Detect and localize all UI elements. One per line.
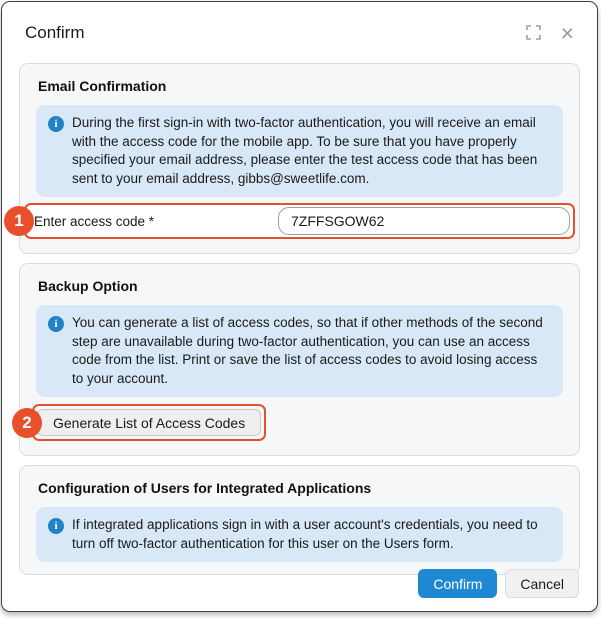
dialog-header: [19, 2, 580, 63]
info-icon: i: [48, 518, 64, 534]
dialog-title: Confirm: [25, 22, 85, 42]
fullscreen-icon: [526, 25, 541, 40]
access-code-annotation-callout: [14, 203, 575, 239]
integrated-applications-card: [19, 465, 580, 575]
backup-option-info-text: You can generate a list of access codes, so that if other methods of the second step are unavailable during two-factor authentication, you can use an access code from the list. Print or save the list of access codes to avoid losing access to your account.: [72, 315, 543, 386]
integrated-applications-info-box: [36, 507, 563, 562]
annotation-badge-1: 1: [4, 206, 34, 236]
generate-annotation-callout: [22, 404, 266, 441]
email-confirmation-heading: Email Confirmation: [38, 78, 167, 94]
access-code-input[interactable]: [278, 207, 570, 235]
info-icon: i: [48, 316, 64, 332]
backup-option-heading: Backup Option: [38, 278, 138, 294]
close-icon: ×: [560, 19, 574, 46]
integrated-applications-info-text: If integrated applications sign in with a user account's credentials, you need to turn off two-factor authentication for this user on the Users form.: [72, 517, 538, 551]
backup-option-card: [19, 263, 580, 456]
integrated-applications-heading: Configuration of Users for Integrated Applications: [38, 480, 372, 496]
header-icons: [524, 19, 580, 46]
email-confirmation-card: [14, 63, 580, 254]
backup-option-info-box: [36, 305, 563, 397]
info-icon: i: [48, 116, 64, 132]
dialog-footer: [418, 569, 579, 598]
confirm-dialog: [1, 1, 598, 612]
cancel-button[interactable]: Cancel: [505, 569, 579, 598]
email-confirmation-info-box: [36, 105, 563, 197]
email-confirmation-info-text: During the first sign-in with two-factor authentication, you will receive an email with the access code for the mobile app. To be sure that you have properly specified your email address, please enter the test access code that has been sent to your email address, gibbs@sweetlife.com.: [72, 115, 538, 186]
generate-access-codes-button[interactable]: Generate List of Access Codes: [37, 409, 261, 436]
close-button[interactable]: [559, 19, 576, 46]
fullscreen-button[interactable]: [524, 23, 543, 42]
confirm-button[interactable]: Confirm: [418, 569, 497, 598]
access-code-label: Enter access code *: [34, 213, 155, 229]
annotation-badge-2: 2: [12, 408, 42, 438]
